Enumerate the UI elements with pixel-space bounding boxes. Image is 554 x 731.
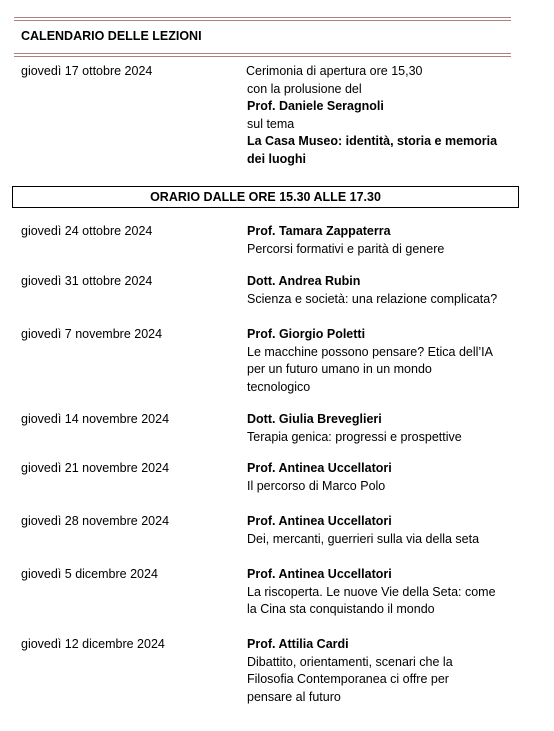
lecture-speaker: Prof. Giorgio Poletti xyxy=(247,327,366,341)
opening-line-theme-intro: sul tema xyxy=(247,116,295,131)
lecture-date: giovedì 28 novembre 2024 xyxy=(21,514,170,528)
lecture-topic-line: tecnologico xyxy=(247,379,311,394)
lecture-topic-line: La riscoperta. Le nuove Vie della Seta: come xyxy=(247,584,496,599)
lecture-topic-line: Dei, mercanti, guerrieri sulla via della seta xyxy=(247,531,480,546)
opening-line-prolusion: con la prolusione del xyxy=(247,81,362,96)
lecture-speaker: Prof. Tamara Zappaterra xyxy=(247,224,391,238)
lecture-date: giovedì 14 novembre 2024 xyxy=(21,412,170,426)
schedule-box: ORARIO DALLE ORE 15.30 ALLE 17.30 xyxy=(12,186,519,208)
lecture-speaker: Prof. Antinea Uccellatori xyxy=(247,514,392,528)
title-rule xyxy=(14,53,511,57)
lecture-topic-line: Il percorso di Marco Polo xyxy=(247,478,386,493)
lecture-topic-line: la Cina sta conquistando il mondo xyxy=(247,602,435,616)
lecture-speaker: Dott. Andrea Rubin xyxy=(247,274,361,288)
lecture-date: giovedì 24 ottobre 2024 xyxy=(21,224,153,238)
lecture-date: giovedì 21 novembre 2024 xyxy=(21,461,170,475)
top-rule xyxy=(14,17,511,21)
lecture-speaker: Prof. Attilia Cardi xyxy=(247,637,349,651)
opening-theme-line-1: La Casa Museo: identità, storia e memoria xyxy=(247,134,498,148)
lecture-speaker: Prof. Antinea Uccellatori xyxy=(247,567,392,581)
lecture-topic-line: Le macchine possono pensare? Etica dell’IA xyxy=(247,344,493,359)
lecture-topic-line: per un futuro umano in un mondo xyxy=(247,362,432,376)
lecture-topic-line: Filosofia Contemporanea ci offre per xyxy=(247,672,449,686)
lecture-date: giovedì 5 dicembre 2024 xyxy=(21,567,158,581)
lecture-speaker: Dott. Giulia Breveglieri xyxy=(247,412,382,426)
lecture-topic-line: Percorsi formativi e parità di genere xyxy=(247,241,445,256)
lecture-topic-line: Terapia genica: progressi e prospettive xyxy=(247,429,462,444)
lecture-speaker: Prof. Antinea Uccellatori xyxy=(247,461,392,475)
opening-speaker: Prof. Daniele Seragnoli xyxy=(247,99,384,113)
lecture-date: giovedì 7 novembre 2024 xyxy=(21,327,163,341)
page-title: CALENDARIO DELLE LEZIONI xyxy=(21,29,202,43)
opening-date: giovedì 17 ottobre 2024 xyxy=(21,64,153,78)
lecture-topic-line: Dibattito, orientamenti, scenari che la xyxy=(247,654,453,669)
lecture-date: giovedì 12 dicembre 2024 xyxy=(21,637,165,651)
opening-line-ceremony: Cerimonia di apertura ore 15,30 xyxy=(246,64,423,78)
lecture-date: giovedì 31 ottobre 2024 xyxy=(21,274,153,288)
lecture-topic-line: pensare al futuro xyxy=(247,689,341,704)
opening-theme-line-2: dei luoghi xyxy=(247,151,307,166)
lecture-topic-line: Scienza e società: una relazione complicata? xyxy=(247,291,498,306)
